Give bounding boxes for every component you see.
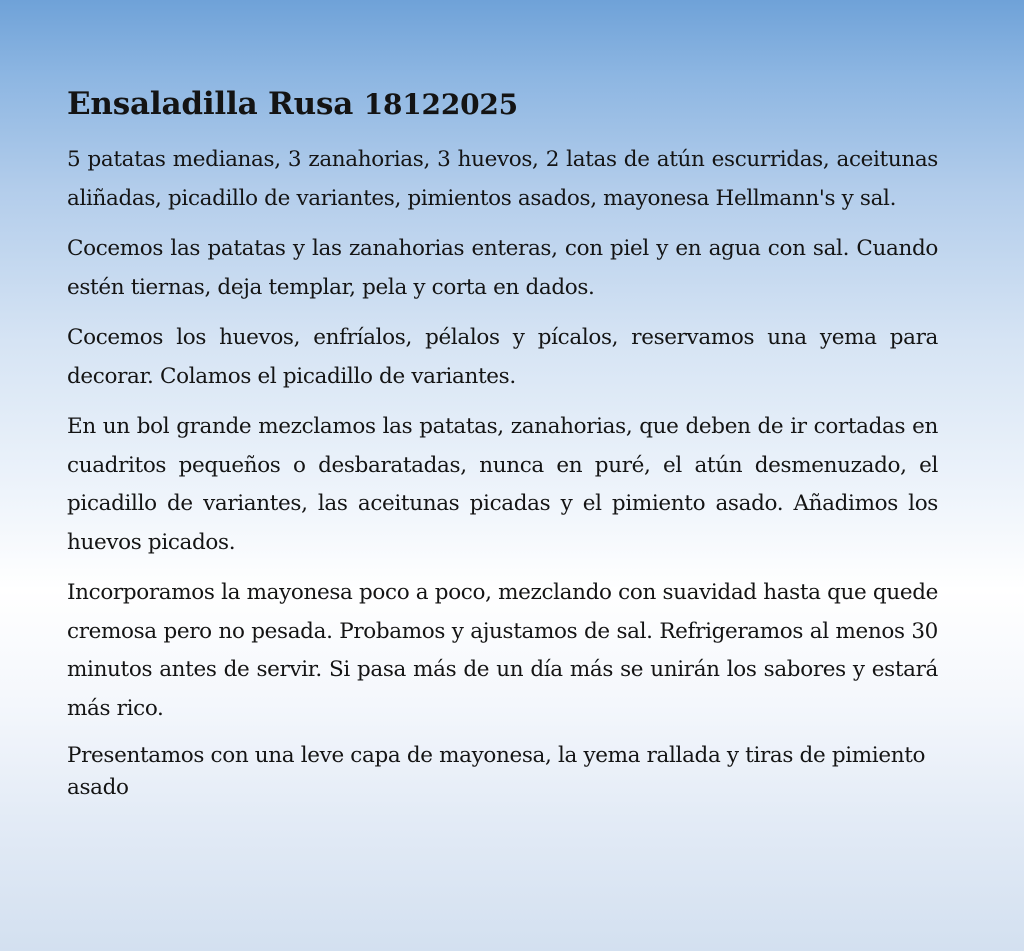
- step-presentation: Presentamos con una leve capa de mayonesa, la yema rallada y tiras de pimiento asado: [67, 743, 926, 800]
- recipe-title: [67, 84, 938, 125]
- step-mayonnaise: Incorporamos la mayonesa poco a poco, mezclando con suavidad hasta que quede cremosa pero no pesada. Probamos y ajustamos de sal. Refrigeramos al menos 30 minutos antes de servir. Si pasa más de un día más se unirán los sabores y estará más rico.: [67, 580, 938, 721]
- recipe-content: [67, 84, 938, 816]
- step-mix: En un bol grande mezclamos las patatas, zanahorias, que deben de ir cortadas en cuadritos pequeños o desbaratadas, nunca en puré, el atún desmenuzado, el picadillo de variantes, las aceitunas picadas y el pimiento asado. Añadimos los huevos picados.: [67, 414, 938, 555]
- step-eggs: Cocemos los huevos, enfríalos, pélalos y pícalos, reservamos una yema para decorar. Colamos el picadillo de variantes.: [67, 325, 938, 389]
- ingredients-paragraph: 5 patatas medianas, 3 zanahorias, 3 huevos, 2 latas de atún escurridas, aceitunas aliñadas, picadillo de variantes, pimientos asados, mayonesa Hellmann's y sal.: [67, 147, 938, 211]
- recipe-title-text: Ensaladilla Rusa: [67, 86, 354, 122]
- step-boil-potatoes: Cocemos las patatas y las zanahorias enteras, con piel y en agua con sal. Cuando estén tiernas, deja templar, pela y corta en dados.: [67, 236, 938, 300]
- recipe-code: 18122025: [363, 88, 518, 121]
